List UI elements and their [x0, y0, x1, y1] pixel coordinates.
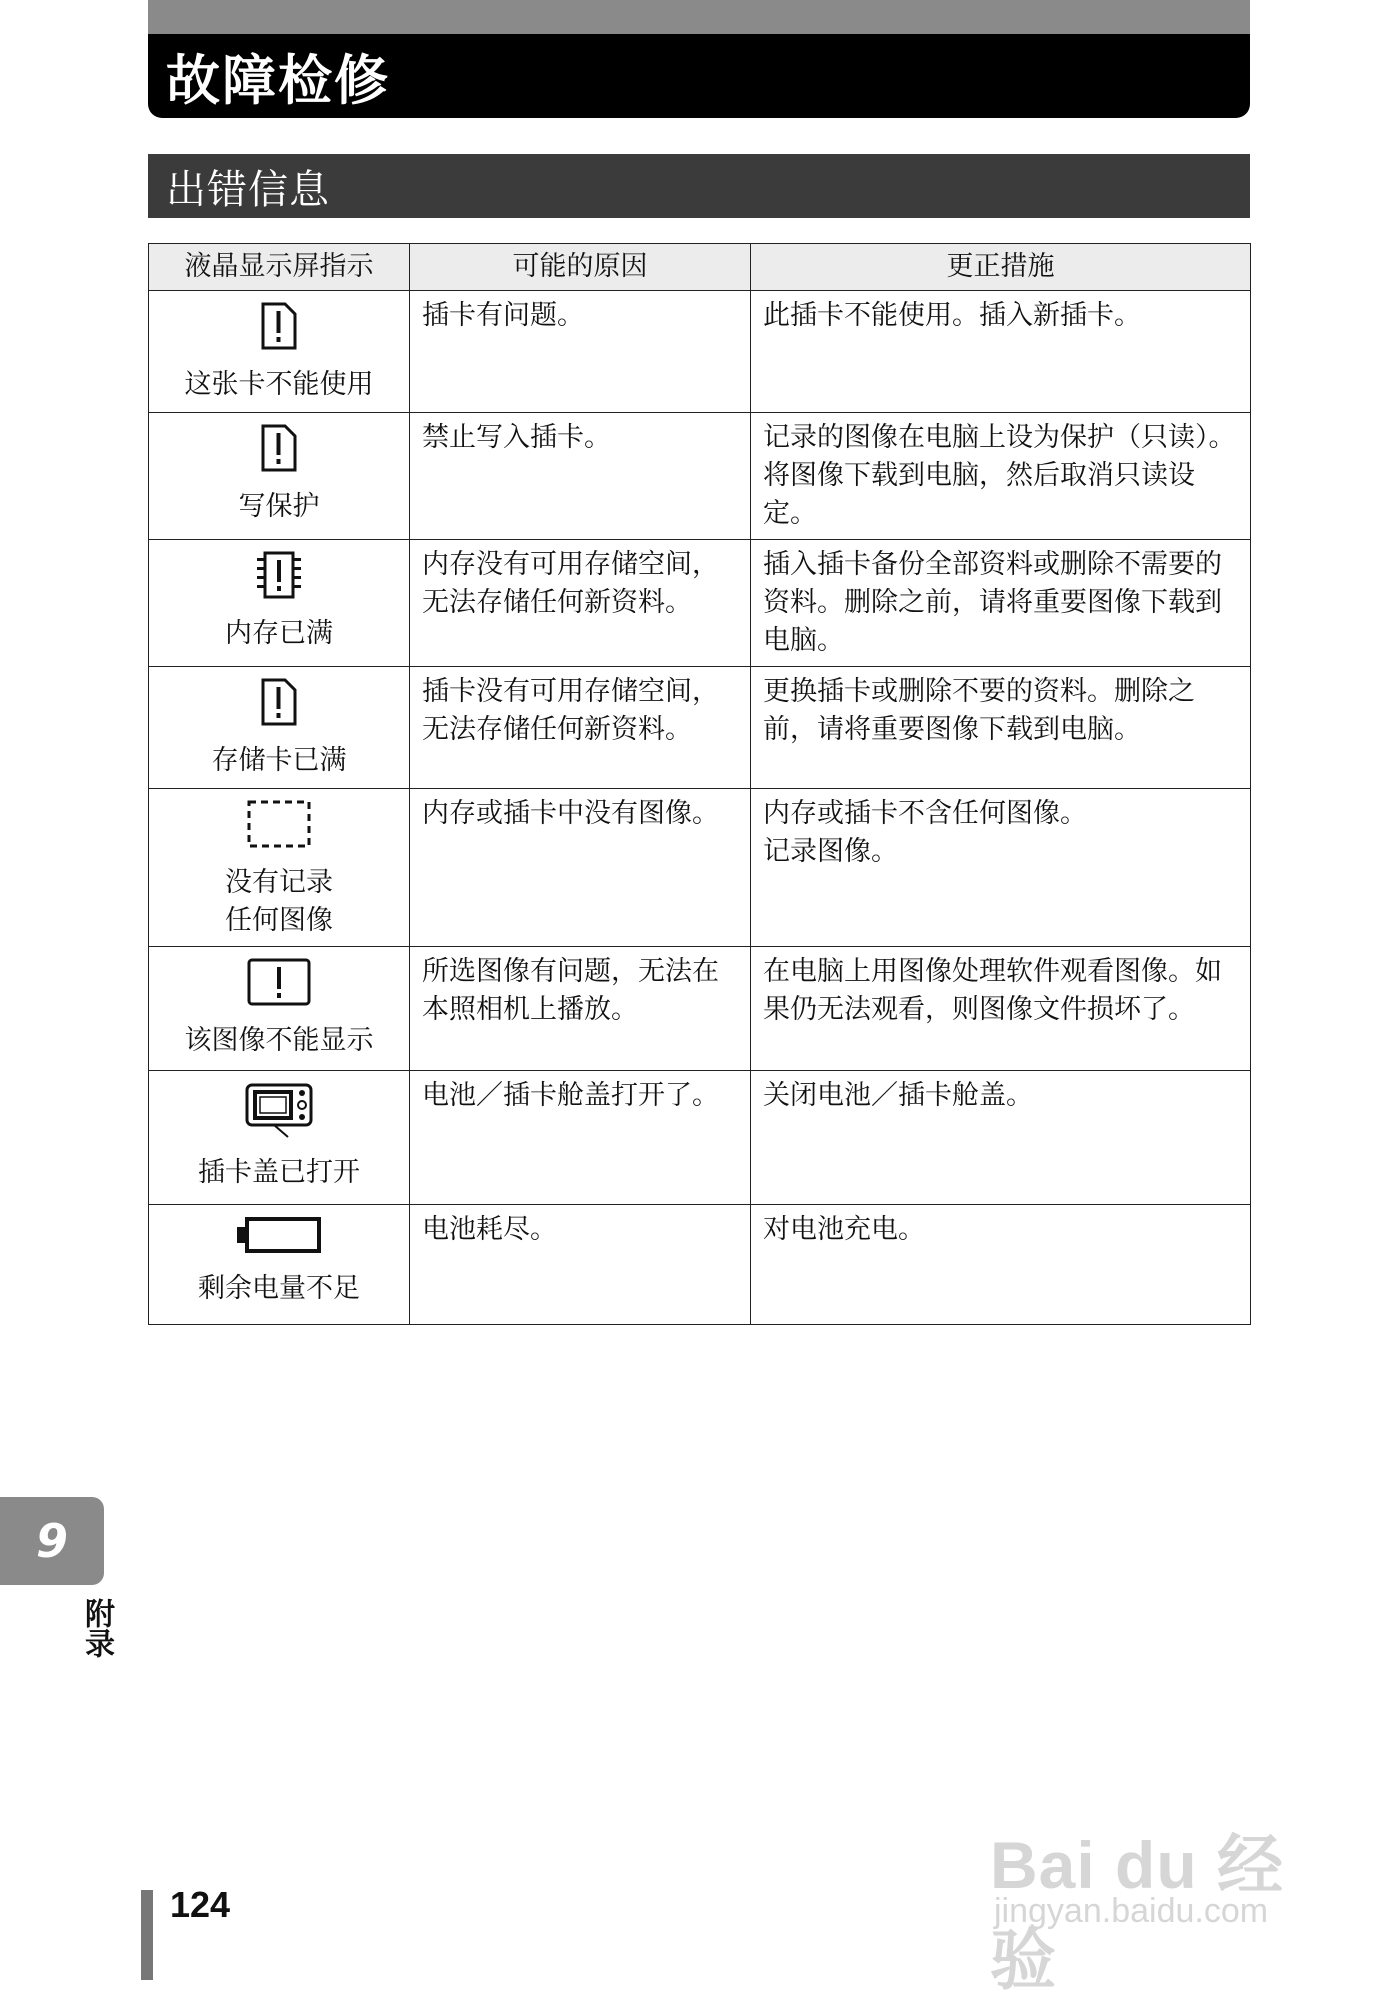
page-number-bar [141, 1890, 153, 1980]
chapter-title-bar [148, 34, 1250, 118]
watermark-brand: Bai du 经验 [990, 1828, 1285, 1997]
remedy-cell: 记录的图像在电脑上设为保护（只读）。将图像下载到电脑，然后取消只读设定。 [751, 413, 1251, 540]
remedy-cell: 在电脑上用图像处理软件观看图像。如果仍无法观看，则图像文件损坏了。 [751, 947, 1251, 1071]
no-image-icon [153, 799, 405, 860]
cause-cell: 内存没有可用存储空间，无法存储任何新资料。 [410, 540, 751, 667]
indicator-cell [149, 789, 410, 947]
table-header-row [149, 244, 1251, 291]
chapter-title: 故障检修 [166, 48, 390, 112]
error-message-table [148, 243, 1251, 1325]
column-header-indicator: 液晶显示屏指示 [149, 244, 410, 291]
column-header-cause: 可能的原因 [410, 244, 751, 291]
remedy-cell: 关闭电池／插卡舱盖。 [751, 1071, 1251, 1205]
table-row [149, 1205, 1251, 1325]
remedy-cell: 插入插卡备份全部资料或删除不需要的资料。删除之前，请将重要图像下载到电脑。 [751, 540, 1251, 667]
memory-error-icon [153, 550, 405, 611]
header-top-bar [148, 0, 1250, 34]
section-title: 出错信息 [166, 166, 330, 213]
indicator-cell [149, 1205, 410, 1325]
indicator-label: 内存已满 [225, 618, 333, 649]
table-row [149, 789, 1251, 947]
table-row [149, 667, 1251, 789]
indicator-cell [149, 1071, 410, 1205]
indicator-cell [149, 947, 410, 1071]
indicator-label: 写保护 [238, 491, 320, 522]
page-number: 124 [170, 1884, 231, 1925]
indicator-cell [149, 413, 410, 540]
indicator-cell [149, 291, 410, 413]
battery-empty-icon [153, 1215, 405, 1266]
remedy-cell: 对电池充电。 [751, 1205, 1251, 1325]
column-header-remedy: 更正措施 [751, 244, 1251, 291]
indicator-label: 剩余电量不足 [198, 1273, 360, 1304]
cause-cell: 插卡没有可用存储空间，无法存储任何新资料。 [410, 667, 751, 789]
indicator-cell [149, 667, 410, 789]
camera-cover-open-icon [153, 1081, 405, 1150]
cause-cell: 插卡有问题。 [410, 291, 751, 413]
card-error-icon [153, 301, 405, 362]
table-row [149, 540, 1251, 667]
card-error-icon [153, 423, 405, 484]
indicator-label: 存储卡已满 [211, 745, 347, 776]
indicator-label: 这张卡不能使用 [184, 369, 374, 400]
chapter-label: 附录 [79, 1598, 114, 1658]
remedy-cell: 此插卡不能使用。插入新插卡。 [751, 291, 1251, 413]
indicator-label: 没有记录 [225, 867, 333, 898]
indicator-label: 该图像不能显示 [184, 1025, 374, 1056]
table-row [149, 947, 1251, 1071]
remedy-cell: 更换插卡或删除不要的资料。删除之前，请将重要图像下载到电脑。 [751, 667, 1251, 789]
cause-cell: 电池耗尽。 [410, 1205, 751, 1325]
table-row [149, 413, 1251, 540]
card-error-icon [153, 677, 405, 738]
cause-cell: 禁止写入插卡。 [410, 413, 751, 540]
chapter-tab [0, 1497, 104, 1585]
watermark-url: jingyan.baidu.com [994, 1892, 1269, 1930]
table-row [149, 291, 1251, 413]
cause-cell: 电池／插卡舱盖打开了。 [410, 1071, 751, 1205]
chapter-number: 9 [35, 1514, 68, 1568]
image-error-icon [153, 957, 405, 1018]
indicator-label: 插卡盖已打开 [198, 1157, 360, 1188]
indicator-label: 任何图像 [225, 905, 333, 936]
remedy-cell: 内存或插卡不含任何图像。 记录图像。 [751, 789, 1251, 947]
cause-cell: 内存或插卡中没有图像。 [410, 789, 751, 947]
cause-cell: 所选图像有问题，无法在本照相机上播放。 [410, 947, 751, 1071]
indicator-cell [149, 540, 410, 667]
watermark [990, 1790, 1320, 1997]
section-title-bar [148, 154, 1250, 218]
table-row [149, 1071, 1251, 1205]
